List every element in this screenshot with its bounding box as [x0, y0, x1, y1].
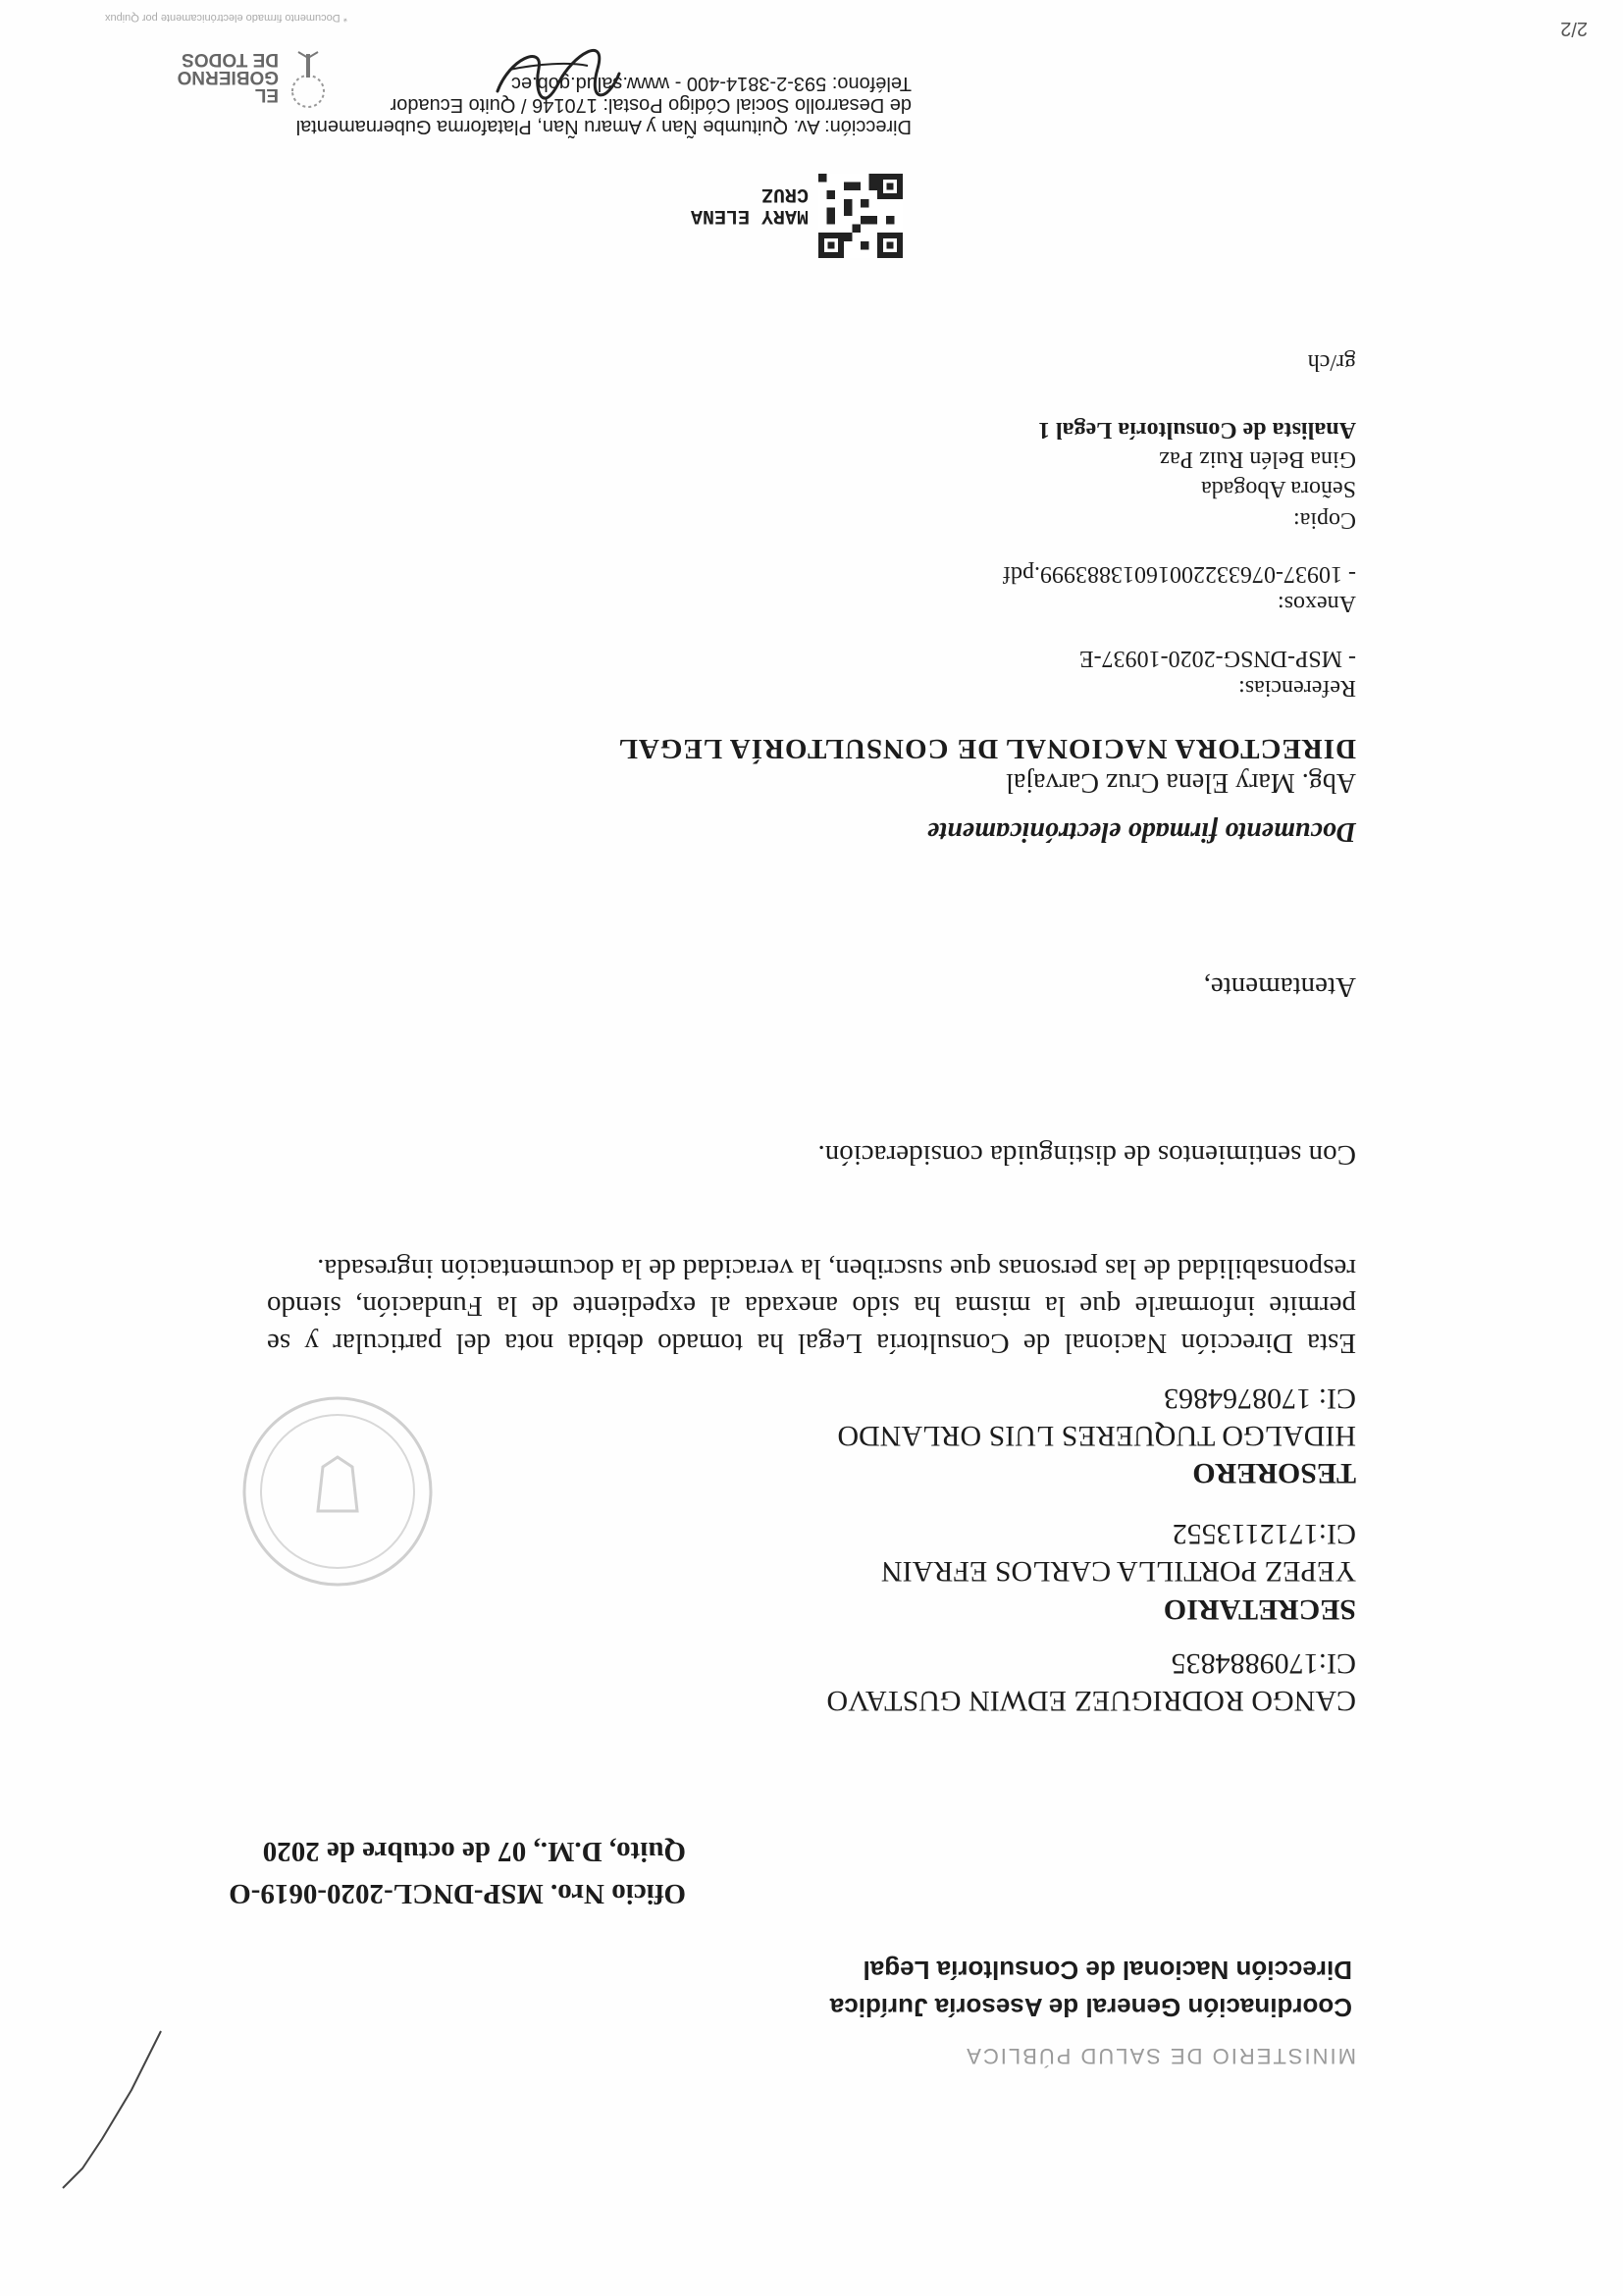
- electronic-doc-note: * Documento firmado electrónicamente por Quipux: [104, 12, 347, 24]
- gov-logo-line-2: GOBIERNO: [177, 67, 279, 87]
- footer-address-line-2: de Desarrollo Social Código Postal: 170146 / Quito Ecuador: [390, 94, 912, 116]
- member-3-id: CI: 1708764863: [1164, 1383, 1356, 1415]
- references-item: - MSP-DNSG-2020-10937-E: [1079, 646, 1356, 671]
- copy-line-3: Analista de Consultoría Legal 1: [1037, 417, 1356, 443]
- institutional-seal: [239, 1393, 436, 1590]
- oficio-number: Oficio Nro. MSP-DNCL-2020-0619-O: [229, 1878, 686, 1909]
- qr-signer-line-1: MARY ELENA: [690, 204, 809, 227]
- coordination-title: Coordinación General de Asesoría Jurídica: [829, 1993, 1352, 2022]
- tree-logo-icon: [288, 44, 328, 113]
- member-2-role: SECRETARIO: [1163, 1593, 1356, 1626]
- member-1-id: CI:1709884835: [1171, 1647, 1356, 1680]
- farewell-line: Atentamente,: [1203, 971, 1356, 1003]
- initials: gr/ch: [1307, 349, 1356, 375]
- footer-address-line-1: Dirección: Av. Quitumbe Ñan y Amaru Ñan, Plataforma Gubernamental: [295, 116, 912, 137]
- footer-address-line-3: Teléfono: 593-2-3814-400 - www.salud.gob.ec: [510, 73, 912, 94]
- copy-line-2: Gina Belén Ruiz Paz: [1159, 446, 1356, 472]
- body-paragraph: Esta Dirección Nacional de Consultoría Legal ha tomado debida nota del particular y se permite informarle que la misma ha sido anexada al expediente de la Fundación, siendo responsabilidad de las personas que suscriben, la veracidad de la documentación ingresada.: [267, 1253, 1356, 1359]
- member-1-name: CANGO RODRIGUEZ EDWIN GUSTAVO: [826, 1685, 1356, 1717]
- copy-label: Copia:: [1293, 507, 1356, 533]
- direction-title: Dirección Nacional de Consultoría Legal: [863, 1956, 1352, 1985]
- pen-stroke: [53, 2021, 171, 2198]
- handwritten-signature: [490, 44, 627, 113]
- annexes-label: Anexos:: [1278, 591, 1356, 616]
- government-logo: [178, 50, 279, 103]
- signer-name: Abg. Mary Elena Cruz Carvajal: [1006, 767, 1356, 798]
- member-2-id: CI:1712113552: [1172, 1518, 1356, 1550]
- member-3-role: TESORERO: [1192, 1457, 1356, 1489]
- signed-note: Documento firmado electrónicamente: [926, 816, 1356, 847]
- closing-line: Con sentimientos de distinguida consideración.: [817, 1139, 1356, 1171]
- qr-signer-tag: [691, 183, 809, 226]
- member-2-name: YEPEZ PORTILLA CARLOS EFRAIN: [880, 1555, 1356, 1588]
- signer-title: DIRECTORA NACIONAL DE CONSULTORÍA LEGAL: [617, 733, 1356, 764]
- annexes-item: - 10937-07633220016013883999.pdf: [1003, 561, 1356, 587]
- qr-code-icon: [818, 174, 903, 258]
- gov-logo-line-1: EL: [254, 84, 279, 105]
- references-label: Referencias:: [1238, 675, 1356, 701]
- ministry-header: MINISTERIO DE SALUD PÚBLICA: [965, 2044, 1356, 2068]
- qr-signer-line-2: CRUZ: [760, 183, 809, 205]
- member-3-name: HIDALGO TUQUERES LUIS ORLANDO: [837, 1420, 1356, 1452]
- copy-line-1: Señora Abogada: [1201, 476, 1356, 501]
- place-date: Quito, D.M., 07 de octubre de 2020: [262, 1836, 686, 1867]
- gov-logo-line-3: DE TODOS: [182, 49, 279, 70]
- page-number: 2/2: [1560, 18, 1588, 39]
